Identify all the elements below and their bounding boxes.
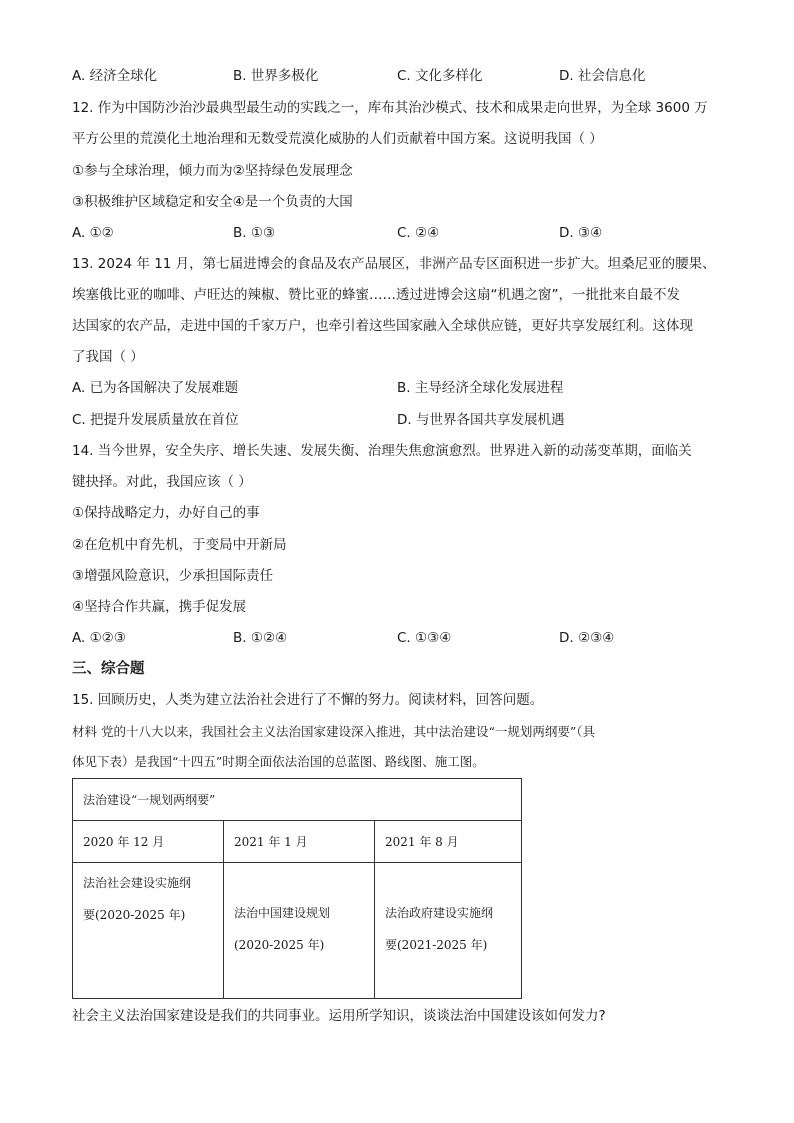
table-doc-cell-social <box>73 863 224 999</box>
table-date-cell: 2021 年 1 月 <box>224 821 375 863</box>
q14-option-c[interactable]: C. ①③④ <box>397 630 452 646</box>
table-doc-cell-government <box>375 863 522 999</box>
table-date-row <box>73 821 522 863</box>
q14-option-a[interactable]: A. ①②③ <box>72 630 126 646</box>
q13-option-b[interactable]: B. 主导经济全球化发展进程 <box>397 380 564 396</box>
q12-option-c[interactable]: C. ②④ <box>397 225 440 241</box>
q14-option-b[interactable]: B. ①②④ <box>233 630 288 646</box>
q14-option-d[interactable]: D. ②③④ <box>559 630 615 646</box>
table-doc-line: 法治政府建设实施纲 <box>385 906 494 920</box>
q13-stem-line-2: 埃塞俄比亚的咖啡、卢旺达的辣椒、赞比亚的蜂蜜……透过进博会这扇“机遇之窗”，一批批来自最不发 <box>72 287 680 303</box>
q11-option-a[interactable]: A. 经济全球化 <box>72 68 158 84</box>
q14-statement-1: ①保持战略定力，办好自己的事 <box>72 505 260 521</box>
q12-statement-3-4: ③积极维护区域稳定和安全④是一个负责的大国 <box>72 194 353 210</box>
q13-option-c[interactable]: C. 把提升发展质量放在首位 <box>72 412 239 428</box>
table-doc-line: 法治中国建设规划 <box>234 906 331 920</box>
table-title-cell: 法治建设“一规划两纲要” <box>73 779 522 821</box>
q13-stem-line-4: 了我国（ ） <box>72 349 144 365</box>
q14-statement-3: ③增强风险意识，少承担国际责任 <box>72 568 274 584</box>
table-title-row <box>73 779 522 821</box>
table-date-cell: 2021 年 8 月 <box>375 821 522 863</box>
q15-material-line-2: 体见下表）是我国“十四五”时期全面依法治国的总蓝图、路线图、施工图。 <box>72 754 485 769</box>
q13-option-d[interactable]: D. 与世界各国共享发展机遇 <box>397 412 565 428</box>
table-doc-cell-china <box>224 863 375 999</box>
q14-statement-4: ④坚持合作共赢，携手促发展 <box>72 599 247 615</box>
q13-stem-line-1: 13. 2024 年 11 月，第七届进博会的食品及农产品展区，非洲产品专区面积进一步扩大。坦桑尼亚的腰果、 <box>72 256 716 272</box>
q12-stem-line-1: 12. 作为中国防沙治沙最典型最生动的实践之一，库布其治沙模式、技术和成果走向世界，为全球 3600 万 <box>72 100 708 116</box>
table-doc-line: (2020-2025 年) <box>234 938 325 952</box>
q12-option-d[interactable]: D. ③④ <box>559 225 603 241</box>
q12-option-b[interactable]: B. ①③ <box>233 225 276 241</box>
q15-material-line-1: 材料 党的十八大以来，我国社会主义法治国家建设深入推进，其中法治建设“一规划两纲要”（具 <box>72 724 596 739</box>
q11-option-d[interactable]: D. 社会信息化 <box>559 68 646 84</box>
table-doc-row <box>73 863 522 999</box>
q15-intro: 15. 回顾历史，人类为建立法治社会进行了不懈的努力。阅读材料，回答问题。 <box>72 692 544 708</box>
table-doc-line: 要(2020-2025 年) <box>83 908 186 922</box>
q12-stem-line-2: 平方公里的荒漠化土地治理和无数受荒漠化威胁的人们贡献着中国方案。这说明我国（ ） <box>72 131 603 147</box>
table-doc-line: 法治社会建设实施纲 <box>83 876 192 890</box>
q14-stem-line-1: 14. 当今世界，安全失序、增长失速、发展失衡、治理失焦愈演愈烈。世界进入新的动荡变革期，面临关 <box>72 443 692 459</box>
q14-stem-line-2: 键抉择。对此，我国应该（ ） <box>72 474 252 490</box>
table-doc-line: 要(2021-2025 年) <box>385 938 488 952</box>
q13-option-a[interactable]: A. 已为各国解决了发展难题 <box>72 380 239 396</box>
q13-stem-line-3: 达国家的农产品，走进中国的千家万户，也牵引着这些国家融入全球供应链，更好共享发展红利。这体现 <box>72 318 693 334</box>
q12-statement-1-2: ①参与全球治理，倾力而为②坚持绿色发展理念 <box>72 163 353 179</box>
table-date-cell: 2020 年 12 月 <box>73 821 224 863</box>
q14-statement-2: ②在危机中育先机，于变局中开新局 <box>72 537 287 553</box>
q11-option-c[interactable]: C. 文化多样化 <box>397 68 483 84</box>
law-plan-table <box>72 778 522 999</box>
q12-option-a[interactable]: A. ①② <box>72 225 114 241</box>
q11-option-b[interactable]: B. 世界多极化 <box>233 68 319 84</box>
section-3-title: 三、综合题 <box>72 661 145 677</box>
q15-question: 社会主义法治国家建设是我们的共同事业。运用所学知识，谈谈法治中国建设该如何发力? <box>72 1008 606 1024</box>
